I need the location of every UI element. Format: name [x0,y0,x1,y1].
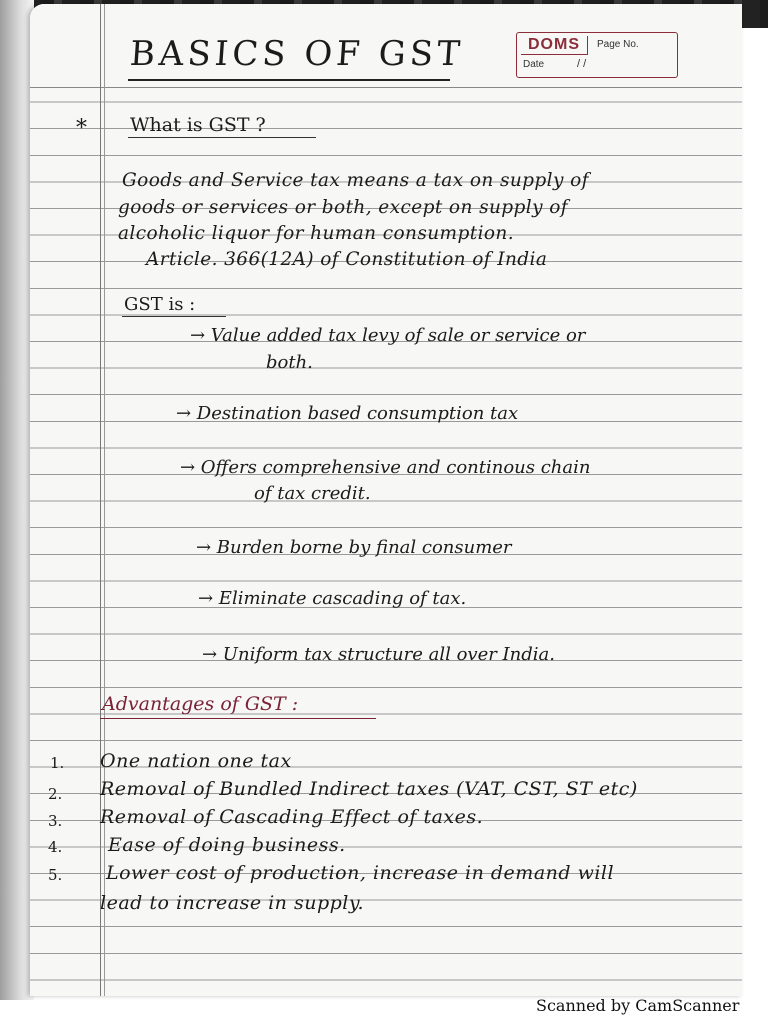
gst-point: → Burden borne by final consumer [196,537,512,558]
advantages-heading: Advantages of GST : [102,693,299,715]
gst-point-continued: of tax credit. [254,483,371,504]
title-underline [128,79,450,81]
list-number: 2. [48,785,63,803]
gst-point: → Uniform tax structure all over India. [202,644,555,665]
advantage-item: Removal of Cascading Effect of taxes. [100,806,484,828]
page-no-label: Page No. [597,39,639,50]
page-title: BASICS OF GST [128,34,466,74]
question-heading: What is GST ? [130,114,266,136]
definition-line: goods or services or both, except on supply of [118,197,568,218]
header-rule [30,87,742,88]
gst-point: → Destination based consumption tax [176,403,519,424]
advantages-underline [100,718,376,719]
definition-line: alcoholic liquor for human consumption. [118,223,515,244]
advantage-item-continued: lead to increase in supply. [100,892,365,914]
definition-line: Goods and Service tax means a tax on supply of [122,170,589,191]
question-underline [128,137,316,138]
article-reference: Article. 366(12A) of Constitution of India [146,249,548,270]
list-number: 5. [48,866,63,884]
gst-point: → Eliminate cascading of tax. [198,588,467,609]
list-number: 4. [48,838,63,856]
gst-is-heading: GST is : [124,294,196,315]
date-slashes: / / [577,58,587,70]
gst-point-continued: both. [266,352,313,373]
date-label: Date [523,59,545,70]
advantage-item: Ease of doing business. [108,834,346,856]
bullet-star-icon: * [76,116,87,141]
page-edge-shadow [0,0,34,1000]
advantage-item: Removal of Bundled Indirect taxes (VAT, CST, ST etc) [100,778,638,800]
advantage-item: Lower cost of production, increase in demand will [106,862,615,884]
gst-point: → Value added tax levy of sale or service or [190,325,586,346]
doms-page-stamp [516,32,678,78]
scanner-watermark: Scanned by CamScanner [536,996,740,1015]
brand-logo: DOMS [521,36,588,55]
gst-point: → Offers comprehensive and continous chain [180,457,591,478]
list-number: 1. [50,754,65,772]
margin-line [100,4,101,996]
gst-is-underline [122,316,226,317]
advantage-item: One nation one tax [100,750,292,772]
list-number: 3. [48,812,63,830]
margin-line-inner [104,4,105,996]
